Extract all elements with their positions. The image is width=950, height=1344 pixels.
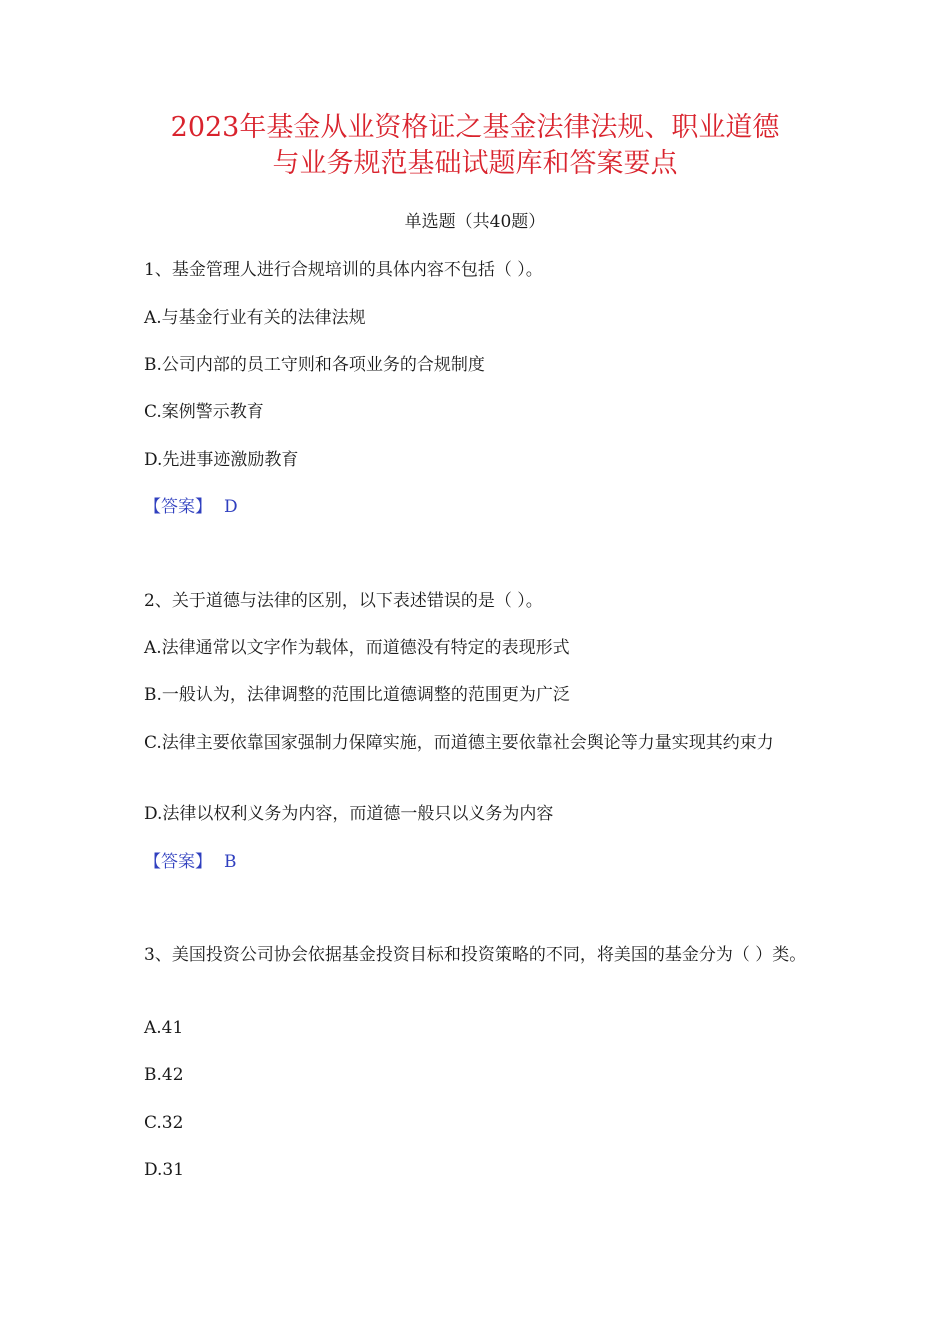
answer-label: 【答案】 xyxy=(144,852,212,872)
question-2-option-b: B.一般认为，法律调整的范围比道德调整的范围更为广泛 xyxy=(144,685,570,705)
question-stem: 1、基金管理人进行合规培训的具体内容不包括（ ）。 xyxy=(144,260,543,280)
question-3-option-c: C.32 xyxy=(144,1113,184,1133)
question-3-option-a: A.41 xyxy=(144,1018,184,1038)
question-1-option-a: A.与基金行业有关的法律法规 xyxy=(144,308,366,328)
question-2-option-d: D.法律以权利义务为内容，而道德一般只以义务为内容 xyxy=(144,804,554,824)
question-2-answer xyxy=(144,850,237,875)
question-1-option-b: B.公司内部的员工守则和各项业务的合规制度 xyxy=(144,355,485,375)
question-2-option-a: A.法律通常以文字作为载体，而道德没有特定的表现形式 xyxy=(144,638,570,658)
question-1-option-d: D.先进事迹激励教育 xyxy=(144,450,299,470)
question-2-stem xyxy=(144,589,824,614)
question-3-stem xyxy=(144,943,824,968)
title-line-2: 与业务规范基础试题库和答案要点 xyxy=(272,148,678,179)
question-1-option-c: C.案例警示教育 xyxy=(144,402,264,422)
question-stem: 2、关于道德与法律的区别，以下表述错误的是（ ）。 xyxy=(144,591,543,611)
question-stem: 3、美国投资公司协会依据基金投资目标和投资策略的不同，将美国的基金分为（ ）类。 xyxy=(144,945,807,965)
question-1-stem xyxy=(144,258,824,283)
answer-label: 【答案】 xyxy=(144,497,212,517)
question-3-option-b: B.42 xyxy=(144,1065,184,1085)
answer-value: B xyxy=(224,852,237,872)
section-heading: 单选题（共40题） xyxy=(404,212,546,232)
document-title xyxy=(120,110,830,182)
answer-value: D xyxy=(224,497,238,517)
question-2-option-c: C.法律主要依靠国家强制力保障实施，而道德主要依靠社会舆论等力量实现其约束力 xyxy=(144,733,774,753)
question-3-option-d: D.31 xyxy=(144,1160,185,1180)
question-1-answer xyxy=(144,495,238,520)
title-line-1: 2023年基金从业资格证之基金法律法规、职业道德 xyxy=(170,112,780,143)
